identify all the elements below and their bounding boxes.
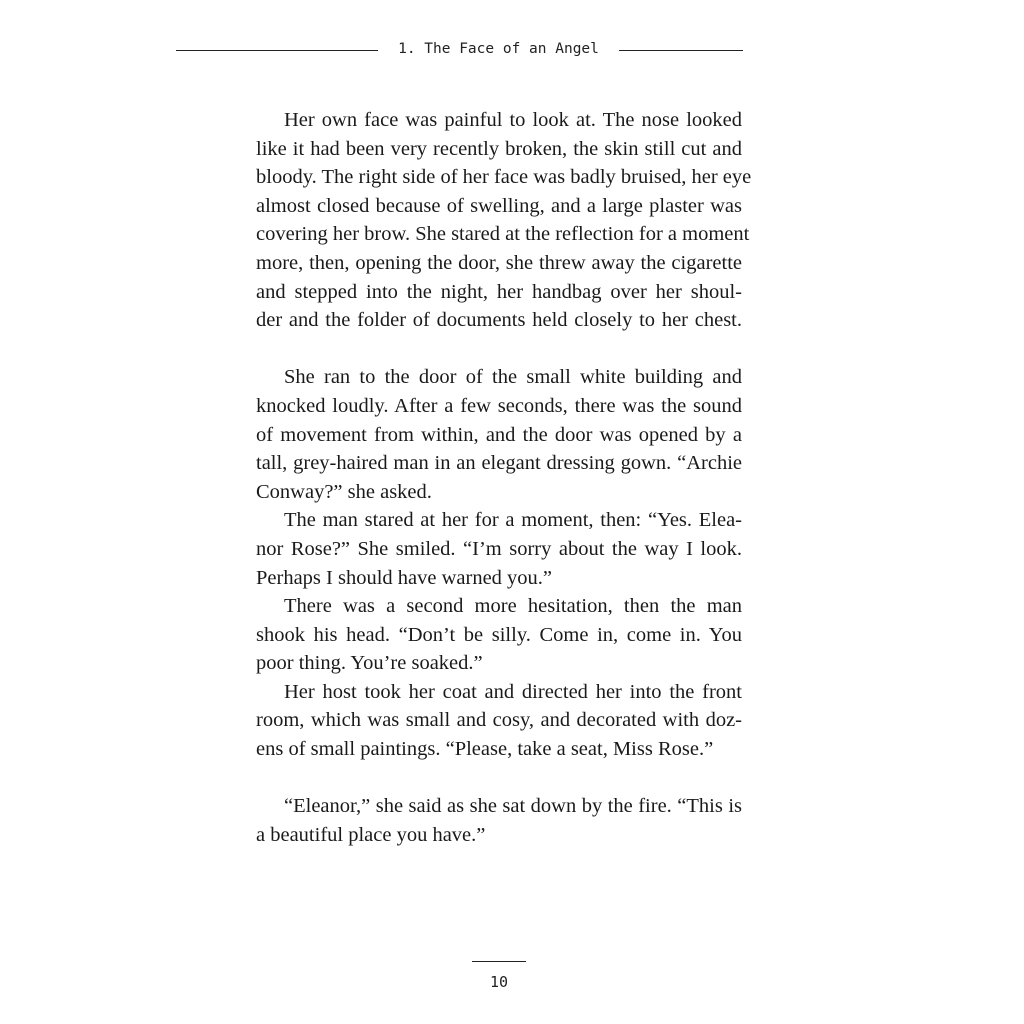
- text-line: almost closed because of swelling, and a large plaster was: [256, 194, 742, 217]
- section-break: [256, 764, 742, 793]
- text-line: Her own face was painful to look at. The nose looked: [284, 109, 742, 131]
- paragraph: [256, 506, 742, 592]
- section-break: [256, 335, 742, 364]
- text-line: Perhaps I should have warned you.”: [256, 566, 553, 589]
- text-line: ens of small paintings. “Please, take a seat, Miss Rose.”: [256, 738, 714, 761]
- text-line: poor thing. You’re soaked.”: [256, 652, 483, 675]
- text-line: The man stared at her for a moment, then: “Yes. Elea-: [284, 509, 742, 532]
- text-line: “Eleanor,” she said as she sat down by the fire. “This is: [284, 795, 742, 818]
- paragraph: [256, 678, 742, 764]
- paragraph: [256, 363, 742, 506]
- body-text: [256, 106, 752, 849]
- text-line: Conway?” she asked.: [256, 480, 432, 503]
- text-line: bloody. The right side of her face was badly bruised, her eye: [256, 166, 752, 189]
- header-rule-left: [176, 50, 378, 51]
- text-line: of movement from within, and the door was opened by a: [256, 423, 742, 446]
- text-line: She ran to the door of the small white building and: [284, 366, 742, 389]
- footer-rule: [472, 961, 526, 962]
- text-line: knocked loudly. After a few seconds, there was the sound: [256, 394, 742, 417]
- text-line: Her host took her coat and directed her into the front: [284, 680, 742, 703]
- text-line: der and the folder of documents held closely to her chest.: [256, 309, 742, 332]
- chapter-title: 1. The Face of an Angel: [398, 41, 599, 57]
- paragraph: [256, 792, 742, 849]
- text-line: room, which was small and cosy, and decorated with doz-: [256, 709, 742, 732]
- running-header: [176, 38, 743, 64]
- text-line: like it had been very recently broken, the skin still cut and: [256, 137, 742, 160]
- text-line: a beautiful place you have.”: [256, 823, 486, 846]
- page-number: 10: [489, 973, 509, 991]
- text-line: and stepped into the night, her handbag over her shoul-: [256, 280, 742, 303]
- paragraph: [256, 106, 752, 335]
- text-line: covering her brow. She stared at the reflection for a moment: [256, 223, 750, 246]
- text-line: shook his head. “Don’t be silly. Come in, come in. You: [256, 623, 742, 646]
- text-line: tall, grey-haired man in an elegant dressing gown. “Archie: [256, 452, 742, 475]
- text-line: nor Rose?” She smiled. “I’m sorry about the way I look.: [256, 537, 742, 560]
- header-rule-right: [619, 50, 743, 51]
- text-line: more, then, opening the door, she threw away the cigarette: [256, 251, 742, 274]
- paragraph: [256, 592, 742, 678]
- text-line: There was a second more hesitation, then the man: [284, 595, 742, 618]
